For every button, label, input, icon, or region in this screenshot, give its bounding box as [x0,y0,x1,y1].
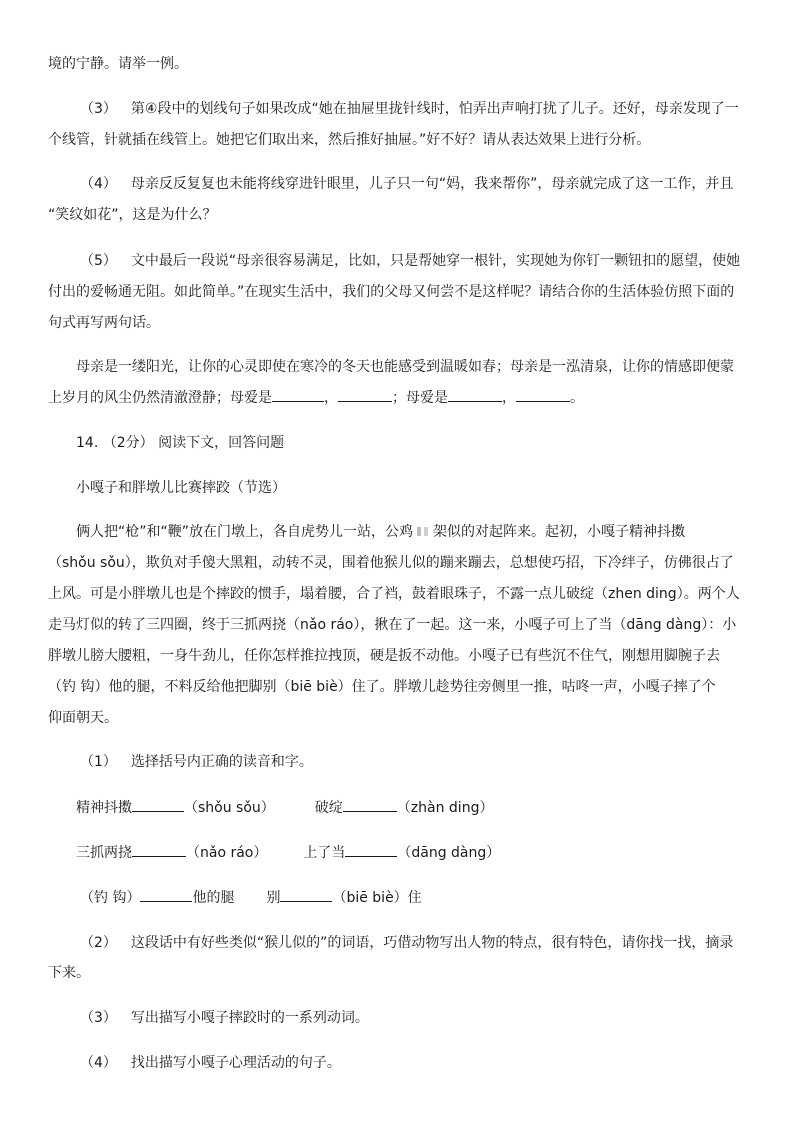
q14-sub1-number: （1） [80,754,117,770]
q14-header: 14. （2分） 阅读下文，回答问题 [76,435,285,451]
q14-sub3-text: 写出描写小嘎子摔跤时的一系列动词。 [130,1010,369,1026]
passage-line5: 胖墩儿膀大腰粗，一身牛劲儿，任你怎样推拉拽顶，硬是扳不动他。小嘎子已有些沉不住气，刚想用脚腕子去 [48,648,720,664]
options-bie: （biē biè）住 [332,890,422,906]
model-comma-2: ， [502,390,516,406]
q14-sub1-row1 [76,797,493,818]
passage-line3: 上风。可是小胖墩儿也是个摔跤的惯手，塌着腰，合了裆，鼓着眼珠子，不露一点儿破绽（zhen ding）。两个人 [48,586,740,602]
q14-sub2-line2: 下来。 [48,965,90,981]
q13-sub5-line2: 付出的爱畅通无阻。如此简单。”在现实生活中，我们的父母又何尝不是这样呢？请结合你的生活体验仿照下面的 [48,284,735,300]
passage-line7: 仰面朝天。 [48,710,118,726]
q14-sub4 [80,1053,341,1073]
answer-blank-4[interactable] [516,387,570,402]
q13-sub5-line3: 句式再写两句话。 [48,315,160,331]
model-text-a: 上岁月的风尘仍然清澈澄静；母爱是 [48,390,272,406]
q13-sub4-line1 [80,174,733,194]
q13-sub4-number: （4） [80,176,117,192]
q13-model-line1: 母亲是一缕阳光，让你的心灵即使在寒冷的冬天也能感受到温暖如春；母亲是一泓清泉，让你的情感即便蒙 [76,359,734,375]
word-shangdang: 上了当 [303,845,346,861]
q13-model-line2 [48,387,584,408]
q14-sub1-row2 [76,842,500,863]
options-doudsou: （shǒu sǒu） [184,800,275,816]
passage-line1 [76,522,685,542]
q14-sub1-text: 选择括号内正确的读音和字。 [130,754,313,770]
options-sanzhua: （nǎo ráo） [186,845,268,861]
q13-sub3-text: 第④段中的划线句子如果改成“她在抽屉里拢针线时，怕弄出声响打扰了儿子。还好，母亲发现了一 [130,101,739,117]
answer-blank-bie[interactable] [280,887,332,902]
q13-sub5-line1 [80,251,740,271]
passage-line2: （shǒu sǒu），欺负对手傻大黑粗，动转不灵，围着他猴儿似的蹦来蹦去，总想使巧招，下冷绊子，仿佛很占了 [48,555,734,571]
q13-sub4-line2: “笑纹如花”，这是为什么？ [48,207,217,223]
q14-sub1 [80,752,313,772]
q13-sub3-line1 [80,99,739,119]
model-comma-1: ， [324,390,338,406]
answer-blank-pozhan[interactable] [343,797,397,812]
q14-sub2-number: （2） [80,935,117,951]
q14-sub2-text: 这段话中有好些类似“猴儿似的”的词语，巧借动物写出人物的特点，很有特色，请你找一找，摘录 [130,935,734,951]
q14-sub2-line1 [80,933,733,953]
options-pozhan: （zhàn ding） [396,800,494,816]
passage-line4: 走马灯似的转了三四圈，终于三抓两挠（nǎo ráo），揪在了一起。这一来，小嘎子可上了当（dāng dàng）：小 [48,617,737,633]
answer-blank-1[interactable] [272,387,324,402]
q13-sub5-number: （5） [80,253,117,269]
answer-blank-3[interactable] [448,387,502,402]
q13-sub3-line2: 个线管，针就插在线管上。她把它们取出来，然后推好抽屉。”好不好？请从表达效果上进行分析。 [48,132,651,148]
passage-title: 小嘎子和胖墩儿比赛摔跤（节选） [76,480,286,496]
q13-sub3-number: （3） [80,101,117,117]
word-doudsou: 精神抖擞 [76,800,132,816]
q14-sub4-text: 找出描写小嘎子心理活动的句子。 [130,1055,341,1071]
q13-sub5-text: 文中最后一段说“母亲很容易满足，比如，只是帮她穿一根针，实现她为你钉一颗钮扣的愿望，使她 [130,253,741,269]
word-sanzhua: 三抓两挠 [76,845,132,861]
passage-text-1b: 架似的对起阵来。起初，小嘎子精神抖擞 [433,524,686,540]
word-bie: 别 [266,890,281,906]
q14-sub3 [80,1008,369,1028]
options-diaogou: （钓 钩） [80,890,141,906]
model-text-c: ；母爱是 [392,390,448,406]
options-shangdang: （dāng dàng） [397,845,501,861]
word-pozhan: 破绽 [314,800,343,816]
model-period: 。 [570,390,584,406]
q13-sub4-text: 母亲反反复复也未能将线穿进针眼里，儿子只一句“妈，我来帮你”，母亲就完成了这一工作，并且 [130,176,734,192]
word-tadetui: 他的腿 [192,890,235,906]
answer-blank-diaogou[interactable] [140,887,192,902]
missing-character-glyph [415,525,431,539]
q13-intro-tail: 境的宁静。请举一例。 [48,56,188,72]
passage-line6: （钓 钩）他的腿，不料反给他把脚别（biē biè）住了。胖墩儿趁势往旁侧里一推，咕咚一声，小嘎子摔了个 [48,679,716,695]
q14-sub3-number: （3） [80,1010,117,1026]
answer-blank-2[interactable] [338,387,392,402]
answer-blank-shangdang[interactable] [345,842,397,857]
q14-sub4-number: （4） [80,1055,117,1071]
q14-sub1-row3 [80,887,422,908]
passage-text-1a: 俩人把“枪”和“鞭”放在门墩上，各自虎势儿一站，公鸡 [76,524,414,540]
answer-blank-doudsou[interactable] [132,797,184,812]
answer-blank-sanzhua[interactable] [132,842,186,857]
